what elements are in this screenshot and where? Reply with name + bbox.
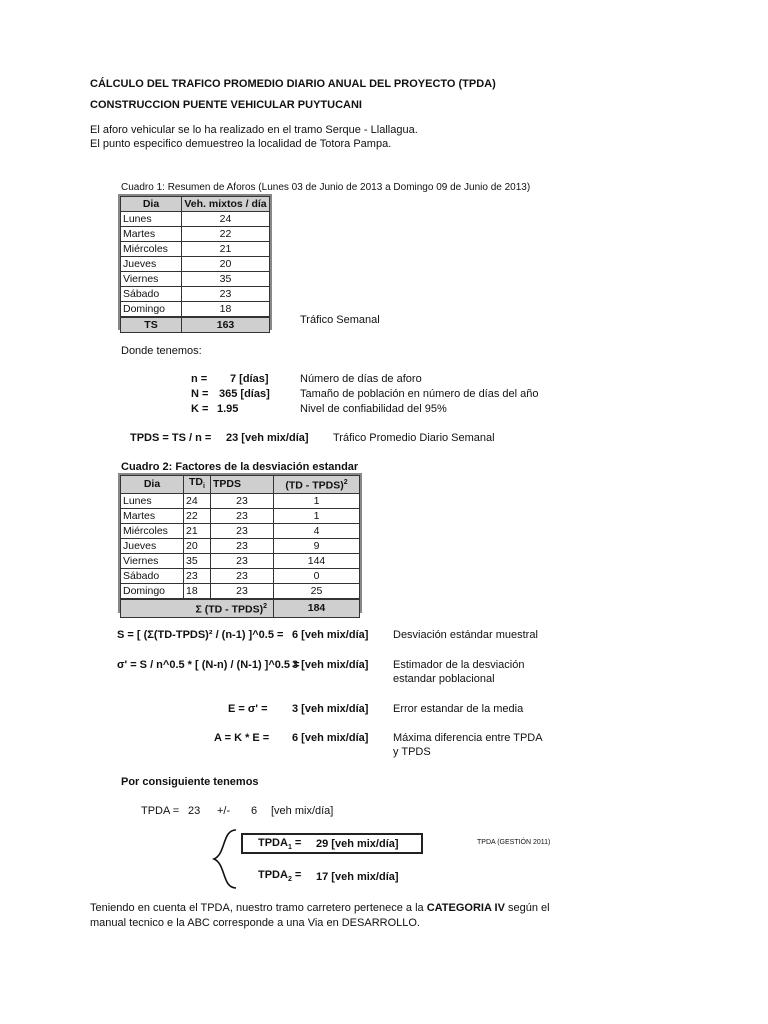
cuadro1-total-label: TS [121,317,182,333]
table-cell: 22 [184,509,211,524]
consiguiente-label: Por consiguiente tenemos [121,776,259,788]
brace-icon [208,828,238,890]
tpda1-sub: 1 [287,844,292,852]
formula-sigma-value: 3 [veh mix/día] [292,659,369,671]
tpda1-eq: = [294,837,302,849]
cuadro2-total-row [121,599,360,617]
table-cell: 21 [184,524,211,539]
table-cell: 23 [211,554,274,569]
table-row [121,524,360,539]
conclusion-category: CATEGORIA IV [426,902,505,914]
tpda-margin: 6 [251,805,258,817]
formula-s: S = [ (Σ(TD-TPDS)² / (n-1) ]^0.5 = [117,629,284,641]
table-cell: Martes [121,509,184,524]
table-cell: 24 [184,494,211,509]
page-title: CÁLCULO DEL TRAFICO PROMEDIO DIARIO ANUAL DEL PROYECTO (TPDA) [90,78,496,90]
tpda-value: 23 [188,805,201,817]
cuadro2-caption: Cuadro 2: Factores de la desviación estandar [121,461,359,473]
table-cell: 18 [184,584,211,600]
param-n-symbol: n = [191,373,208,385]
param-K-symbol: K = [191,403,209,415]
cuadro2-header-tpds: TPDS [211,476,274,494]
table-row [121,302,270,318]
formula-a: A = K * E = [214,732,270,744]
tpda-plusminus: +/- [217,805,231,817]
formula-sigma-desc-1: Estimador de la desviación [393,659,525,671]
formula-a-desc-1: Máxima diferencia entre TPDA [393,732,543,744]
conclusion-line-1 [90,902,550,914]
tpda1-label [258,837,301,851]
tpds-formula: TPDS = TS / n = [130,432,212,444]
param-n-value: 7 [días] [230,373,269,385]
table-cell: 23 [211,524,274,539]
tpda2-sub: 2 [287,876,292,884]
table-cell: 20 [184,539,211,554]
formula-a-value: 6 [veh mix/día] [292,732,369,744]
param-N-value: 365 [días] [219,388,270,400]
table-row [121,272,270,287]
table-cell: 25 [274,584,360,600]
param-K-desc: Nivel de confiabilidad del 95% [300,403,447,415]
formula-a-desc-2: y TPDS [393,746,431,758]
table-cell: 0 [274,569,360,584]
param-K-value: 1.95 [217,403,239,415]
table-cell: 23 [211,569,274,584]
table-row [121,212,270,227]
tpda2-value: 17 [veh mix/día] [316,871,399,883]
table-cell: Sábado [121,287,182,302]
formula-s-desc: Desviación estándar muestral [393,629,538,641]
table-row [121,227,270,242]
cuadro1-total-row [121,317,270,333]
param-N-symbol: N = [191,388,209,400]
table-cell: 9 [274,539,360,554]
table-row [121,554,360,569]
table-cell: Viernes [121,554,184,569]
table-cell: 23 [211,539,274,554]
table-row [121,242,270,257]
table-cell: Lunes [121,494,184,509]
page-subtitle: CONSTRUCCION PUENTE VEHICULAR PUYTUCANI [90,99,362,111]
cuadro2-header-diff-text: (TD - TPDS) [285,479,344,492]
table-cell: Domingo [121,302,182,318]
formula-e-value: 3 [veh mix/día] [292,703,369,715]
cuadro1-caption: Cuadro 1: Resumen de Aforos (Lunes 03 de Junio de 2013 a Domingo 09 de Junio de 2013) [121,182,531,193]
cuadro2-header-td: $TD_i$ [184,476,211,494]
cuadro2-header-td-text: TD [189,476,204,488]
table-cell: 23 [182,287,270,302]
table-cell: Jueves [121,257,182,272]
param-n-desc: Número de días de aforo [300,373,422,385]
tpda-unit: [veh mix/día] [271,805,334,817]
table-row [121,569,360,584]
table-row [121,494,360,509]
formula-e-desc: Error estandar de la media [393,703,524,715]
donde-label: Donde tenemos: [121,345,202,357]
table-cell: 23 [184,569,211,584]
table-cell: 22 [182,227,270,242]
tpds-value: 23 [veh mix/día] [226,432,309,444]
cuadro1-header-dia: Dia [121,197,182,212]
cuadro2-table [120,475,360,618]
tpda2-eq: = [294,869,302,881]
cuadro2-header-dia: Dia [121,476,184,494]
cuadro1-header-veh: Veh. mixtos / día [182,197,270,212]
table-cell: Martes [121,227,182,242]
table-cell: 35 [184,554,211,569]
tpda2-label [258,869,301,883]
table-row [121,509,360,524]
table-cell: 20 [182,257,270,272]
table-row [121,539,360,554]
tpda-label: TPDA = [141,805,180,817]
table-cell: 1 [274,509,360,524]
table-cell: 23 [211,494,274,509]
tpda1-label-text: TPDA [258,837,288,849]
table-cell: Lunes [121,212,182,227]
table-cell: Miércoles [121,524,184,539]
table-row [121,584,360,600]
table-cell: 21 [182,242,270,257]
table-cell: 4 [274,524,360,539]
intro-text-2: El punto especifico demuestreo la localidad de Totora Pampa. [90,138,392,150]
cuadro2-total-label: Σ (TD - TPDS)$^2$ [121,599,274,617]
formula-sigma: σ' = S / n^0.5 * [ (N-n) / (N-1) ]^0.5 = [117,659,300,671]
tpds-desc: Tráfico Promedio Diario Semanal [333,432,495,444]
cuadro1-side-note: Tráfico Semanal [300,314,380,326]
table-cell: Viernes [121,272,182,287]
table-cell: 144 [274,554,360,569]
table-cell: 1 [274,494,360,509]
cuadro1-table [120,196,270,333]
formula-s-value: 6 [veh mix/día] [292,629,369,641]
gestion-note: TPDA (GESTIÓN 2011) [477,839,551,846]
tpda2-label-text: TPDA [258,869,288,881]
conclusion-post: según el [504,902,550,914]
formula-sigma-desc-2: estandar poblacional [393,673,495,685]
formula-e: E = σ' = [228,703,268,715]
cuadro2-header-diff: (TD - TPDS)$^2$ [274,476,360,494]
table-cell: Miércoles [121,242,182,257]
table-cell: 35 [182,272,270,287]
table-cell: 23 [211,509,274,524]
table-cell: Domingo [121,584,184,600]
cuadro2-total-value: 184 [274,599,360,617]
conclusion-pre: Teniendo en cuenta el TPDA, nuestro tramo carretero pertenece a la [90,902,427,914]
table-row [121,287,270,302]
tpda1-value: 29 [veh mix/día] [316,838,399,850]
table-cell: Sábado [121,569,184,584]
param-N-desc: Tamaño de población en número de días del año [300,388,539,400]
table-cell: Jueves [121,539,184,554]
table-row [121,257,270,272]
table-cell: 23 [211,584,274,600]
table-cell: 24 [182,212,270,227]
conclusion-line-2: manual tecnico e la ABC corresponde a una Via en DESARROLLO. [90,917,420,929]
cuadro2-total-label-text: Σ (TD - TPDS) [195,603,264,616]
table-cell: 18 [182,302,270,318]
cuadro1-total-value: 163 [182,317,270,333]
intro-text-1: El aforo vehicular se lo ha realizado en el tramo Serque - Llallagua. [90,124,418,136]
